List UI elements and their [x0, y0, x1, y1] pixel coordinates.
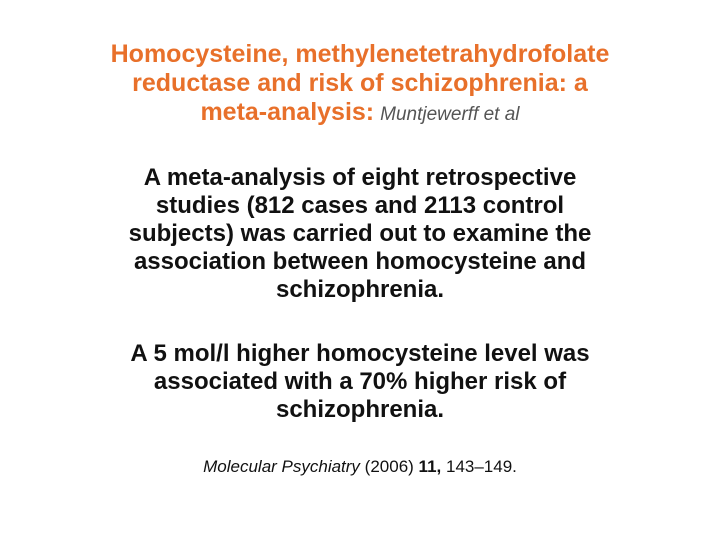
paragraph2-line-3: schizophrenia.: [275, 396, 445, 423]
paragraph-meta-analysis: [40, 164, 680, 304]
paragraph1-line-2: studies (812 cases and 2113 control: [155, 192, 565, 219]
title-line-3-text: meta-analysis:: [200, 98, 375, 126]
paragraph-risk-finding: [40, 340, 680, 424]
paragraph2-line-2: associated with a 70% higher risk of: [153, 368, 567, 395]
paragraph1-line-4: association between homocysteine and: [133, 248, 587, 275]
paragraph1-line-5: schizophrenia.: [275, 276, 445, 303]
citation-year: (2006): [364, 457, 414, 476]
slide-title: [40, 40, 680, 129]
title-line-3: [40, 98, 680, 129]
title-line-1: Homocysteine, methylenetetrahydrofolate: [110, 40, 610, 68]
paragraph1-line-3: subjects) was carried out to examine the: [128, 220, 592, 247]
citation-journal: Molecular Psychiatry: [203, 457, 360, 476]
citation-volume: 11,: [418, 457, 442, 476]
paragraph1-line-1: A meta-analysis of eight retrospective: [143, 164, 577, 191]
paragraph2-line-1: A 5 mol/l higher homocysteine level was: [130, 340, 590, 367]
citation-pages: 143–149.: [445, 457, 517, 476]
title-line-2: reductase and risk of schizophrenia: a: [132, 69, 588, 97]
title-author: Muntjewerff et al: [380, 104, 520, 125]
citation: [60, 456, 660, 478]
